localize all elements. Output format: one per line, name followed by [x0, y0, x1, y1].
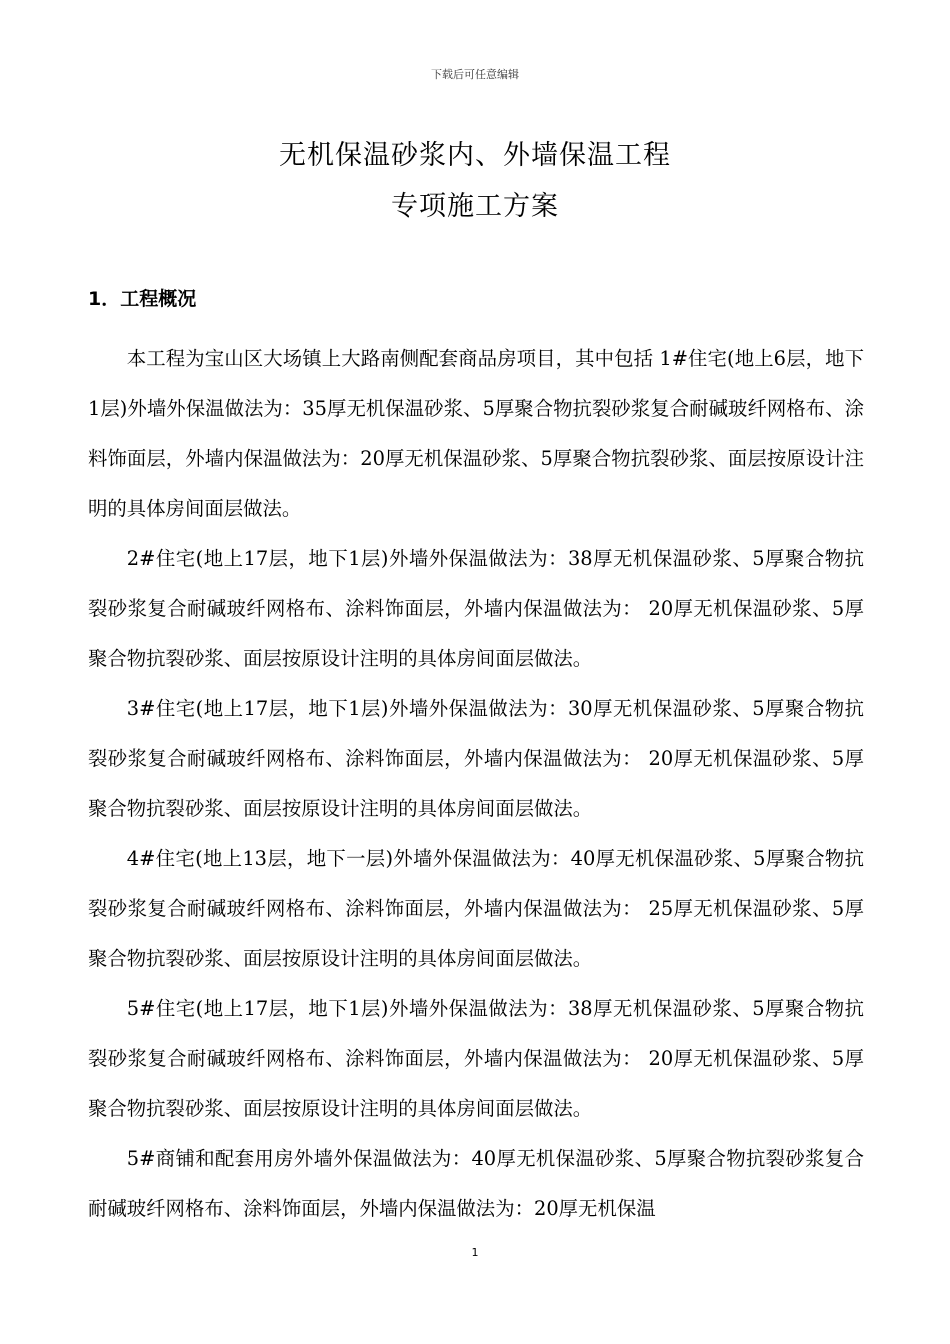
paragraph-building-3: 3#住宅(地上17层，地下1层)外墙外保温做法为：30厚无机保温砂浆、5厚聚合物抗裂砂浆复合耐碱玻纤网格布、涂料饰面层，外墙内保温做法为： 20厚无机保温砂浆、5厚聚合物抗裂砂浆、面层按原设计注明的具体房间面层做法。 — [88, 697, 864, 820]
paragraph-building-2: 2#住宅(地上17层，地下1层)外墙外保温做法为：38厚无机保温砂浆、5厚聚合物抗裂砂浆复合耐碱玻纤网格布、涂料饰面层，外墙内保温做法为： 20厚无机保温砂浆、5厚聚合物抗裂砂浆、面层按原设计注明的具体房间面层做法。 — [88, 547, 864, 670]
body-text — [88, 334, 864, 1234]
document-title-line-1: 无机保温砂浆内、外墙保温工程 — [279, 140, 671, 171]
page-number: 1 — [471, 1246, 479, 1259]
header-note: 下载后可任意编辑 — [431, 68, 519, 81]
section-heading: 1．工程概况 — [88, 288, 197, 310]
paragraph-building-4: 4#住宅(地上13层，地下一层)外墙外保温做法为：40厚无机保温砂浆、5厚聚合物抗裂砂浆复合耐碱玻纤网格布、涂料饰面层，外墙内保温做法为： 25厚无机保温砂浆、5厚聚合物抗裂砂浆、面层按原设计注明的具体房间面层做法。 — [88, 847, 864, 970]
document-title-line-2: 专项施工方案 — [391, 191, 559, 222]
paragraph-shops: 5#商铺和配套用房外墙外保温做法为：40厚无机保温砂浆、5厚聚合物抗裂砂浆复合耐碱玻纤网格布、涂料饰面层，外墙内保温做法为：20厚无机保温 — [88, 1147, 864, 1220]
paragraph-building-5: 5#住宅(地上17层，地下1层)外墙外保温做法为：38厚无机保温砂浆、5厚聚合物抗裂砂浆复合耐碱玻纤网格布、涂料饰面层，外墙内保温做法为： 20厚无机保温砂浆、5厚聚合物抗裂砂浆、面层按原设计注明的具体房间面层做法。 — [88, 997, 864, 1120]
paragraph-project-overview: 本工程为宝山区大场镇上大路南侧配套商品房项目，其中包括 1#住宅(地上6层，地下1层)外墙外保温做法为：35厚无机保温砂浆、5厚聚合物抗裂砂浆复合耐碱玻纤网格布、涂料饰面层，外墙内保温做法为：20厚无机保温砂浆、5厚聚合物抗裂砂浆、面层按原设计注明的具体房间面层做法。 — [88, 347, 864, 520]
